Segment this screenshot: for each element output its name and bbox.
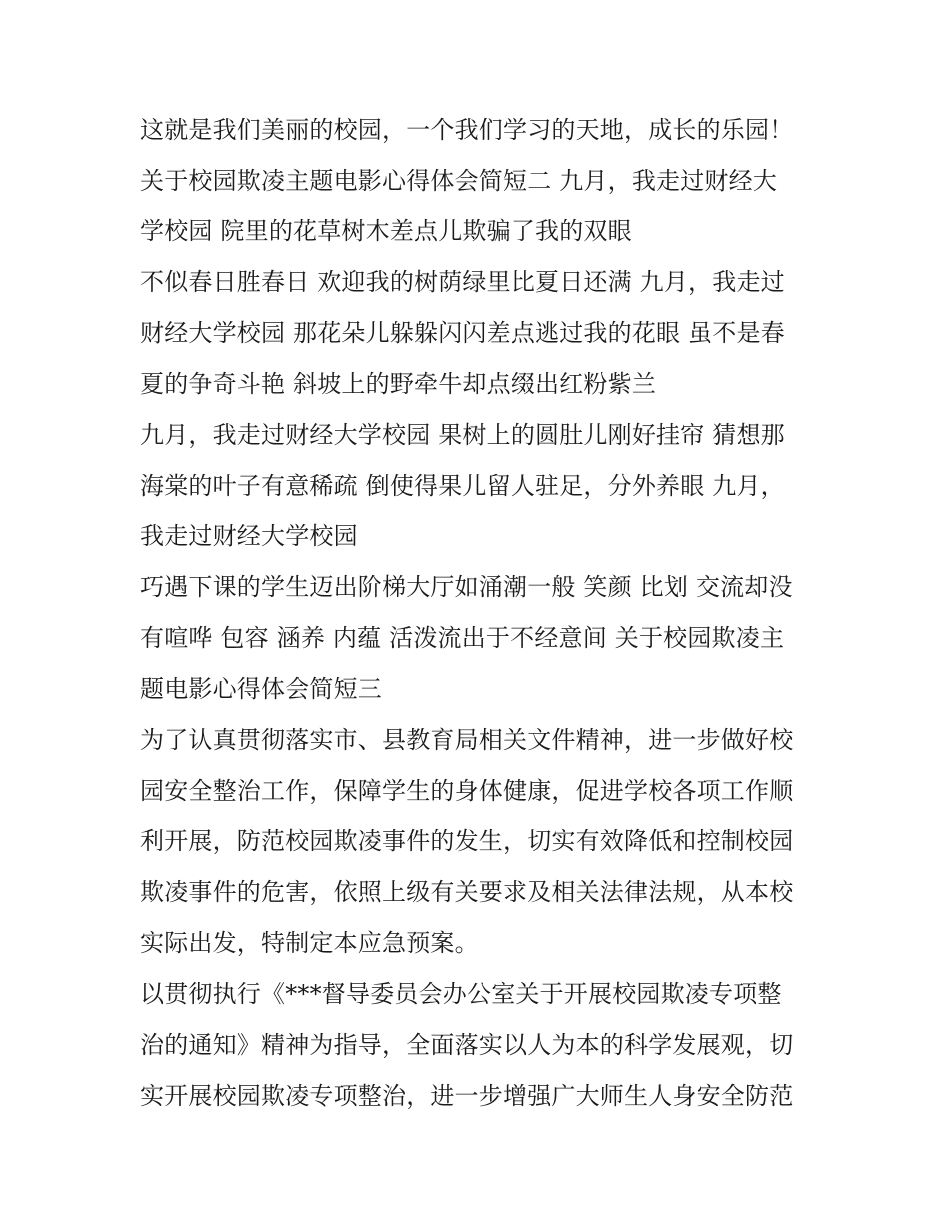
text-line: 巧遇下课的学生迈出阶梯大厅如涌潮一般 笑颜 比划 交流却没 <box>140 573 793 601</box>
text-line: 园安全整治工作，保障学生的身体健康，促进学校各项工作顺 <box>140 777 794 805</box>
text-line: 以贯彻执行《***督导委员会办公室关于开展校园欺凌专项整 <box>140 980 782 1008</box>
text-line: 实际出发，特制定本应急预案。 <box>140 929 479 957</box>
text-line: 海棠的叶子有意稀疏 倒使得果儿留人驻足，分外养眼 九月， <box>140 472 785 500</box>
text-line: 为了认真贯彻落实市、县教育局相关文件精神，进一步做好校 <box>140 726 794 754</box>
text-line: 欺凌事件的危害，依照上级有关要求及相关法律法规，从本校 <box>140 878 794 906</box>
text-line: 财经大学校园 那花朵儿躲躲闪闪差点逃过我的花眼 虽不是春 <box>140 319 785 347</box>
text-line: 我走过财经大学校园 <box>140 522 358 550</box>
text-line: 夏的争奇斗艳 斜坡上的野牵牛却点缀出红粉紫兰 <box>140 370 657 398</box>
text-line: 九月，我走过财经大学校园 果树上的圆肚儿刚好挂帘 猜想那 <box>140 421 785 449</box>
text-line: 题电影心得体会简短三 <box>140 675 382 703</box>
text-line: 利开展，防范校园欺凌事件的发生，切实有效降低和控制校园 <box>140 827 794 855</box>
text-line: 治的通知》精神为指导，全面落实以人为本的科学发展观，切 <box>140 1031 794 1059</box>
text-line: 这就是我们美丽的校园，一个我们学习的天地，成长的乐园！ <box>140 116 794 144</box>
text-line: 实开展校园欺凌专项整治，进一步增强广大师生人身安全防范 <box>140 1082 794 1110</box>
text-line: 有喧哗 包容 涵养 内蕴 活泼流出于不经意间 关于校园欺凌主 <box>140 624 785 652</box>
text-line: 学校园 院里的花草树木差点儿欺骗了我的双眼 <box>140 217 632 245</box>
text-line: 不似春日胜春日 欢迎我的树荫绿里比夏日还满 九月，我走过 <box>140 268 785 296</box>
text-line: 关于校园欺凌主题电影心得体会简短二 九月，我走过财经大 <box>140 167 778 195</box>
